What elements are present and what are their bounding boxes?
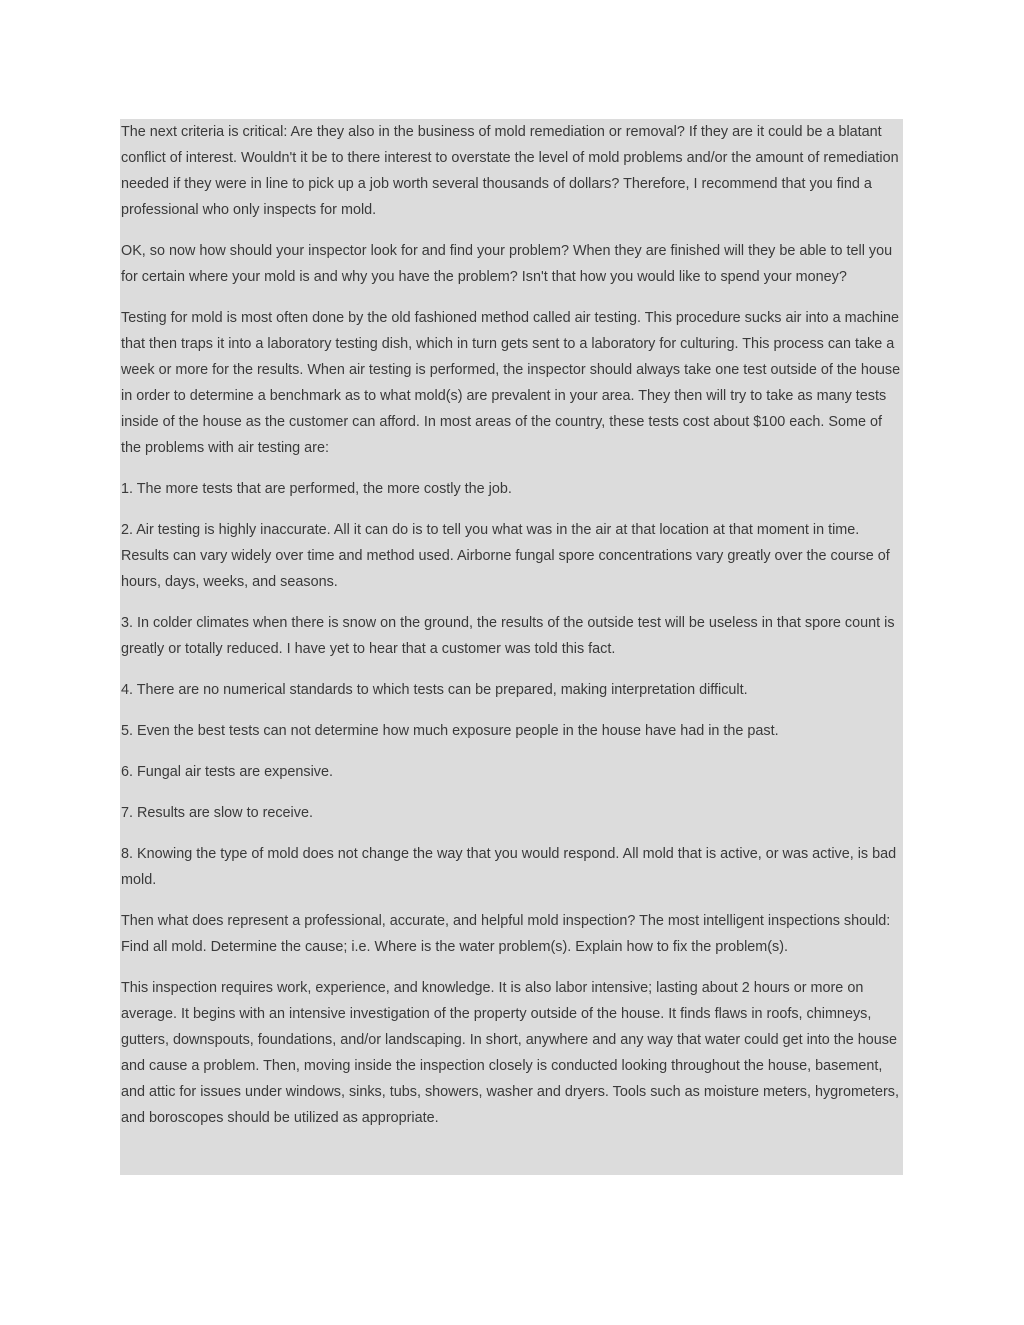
list-item-7: 7. Results are slow to receive. [121, 805, 313, 821]
list-item-1: 1. The more tests that are performed, the more costly the job. [121, 481, 512, 497]
paragraph-inspector-questions: OK, so now how should your inspector look for and find your problem? When they are finished will they be able to tell you for certain where your mold is and why you have the problem? Isn't that how you would like to spend your money? [121, 243, 893, 285]
paragraph-professional-inspection: Then what does represent a professional, accurate, and helpful mold inspection? The most intelligent inspections should: Find all mold. Determine the cause; i.e. Where is the water problem(s). Explain how to fix the problem(s). [121, 913, 891, 955]
highlighted-text-block [120, 119, 903, 1175]
paragraph-air-testing: Testing for mold is most often done by the old fashioned method called air testing. This procedure sucks air into a machine that then traps it into a laboratory testing dish, which in turn gets sent to a laboratory for culturing. This process can take a week or more for the results. When air testing is performed, the inspector should always take one test outside of the house in order to determine a benchmark as to what mold(s) are prevalent in your area. They then will try to take as many tests inside of the house as the customer can afford. In most areas of the country, these tests cost about $100 each. Some of the problems with air testing are: [121, 310, 901, 456]
paragraph-conflict-of-interest: The next criteria is critical: Are they also in the business of mold remediation or removal? If they are it could be a blatant conflict of interest. Wouldn't it be to there interest to overstate the level of mold problems and/or the amount of remediation needed if they were in line to pick up a job worth several thousands of dollars? Therefore, I recommend that you find a professional who only inspects for mold. [121, 124, 899, 218]
list-item-2: 2. Air testing is highly inaccurate. All it can do is to tell you what was in the air at that location at that moment in time. Results can vary widely over time and method used. Airborne fungal spore concentrations vary greatly over the course of hours, days, weeks, and seasons. [121, 522, 890, 590]
list-item-3: 3. In colder climates when there is snow on the ground, the results of the outside test will be useless in that spore count is greatly or totally reduced. I have yet to hear that a customer was told this fact. [121, 615, 895, 657]
list-item-4: 4. There are no numerical standards to which tests can be prepared, making interpretation difficult. [121, 682, 748, 698]
list-item-8: 8. Knowing the type of mold does not change the way that you would respond. All mold that is active, or was active, is bad mold. [121, 846, 897, 888]
list-item-5: 5. Even the best tests can not determine how much exposure people in the house have had in the past. [121, 723, 779, 739]
list-item-6: 6. Fungal air tests are expensive. [121, 764, 333, 780]
paragraph-inspection-process: This inspection requires work, experience, and knowledge. It is also labor intensive; lasting about 2 hours or more on average. It begins with an intensive investigation of the property outside of the house. It finds flaws in roofs, chimneys, gutters, downspouts, foundations, and/or landscaping. In short, anywhere and any way that water could get into the house and cause a problem. Then, moving inside the inspection closely is conducted looking throughout the house, basement, and attic for issues under windows, sinks, tubs, showers, washer and dryers. Tools such as moisture meters, hygrometers, and boroscopes should be utilized as appropriate. [121, 980, 899, 1126]
